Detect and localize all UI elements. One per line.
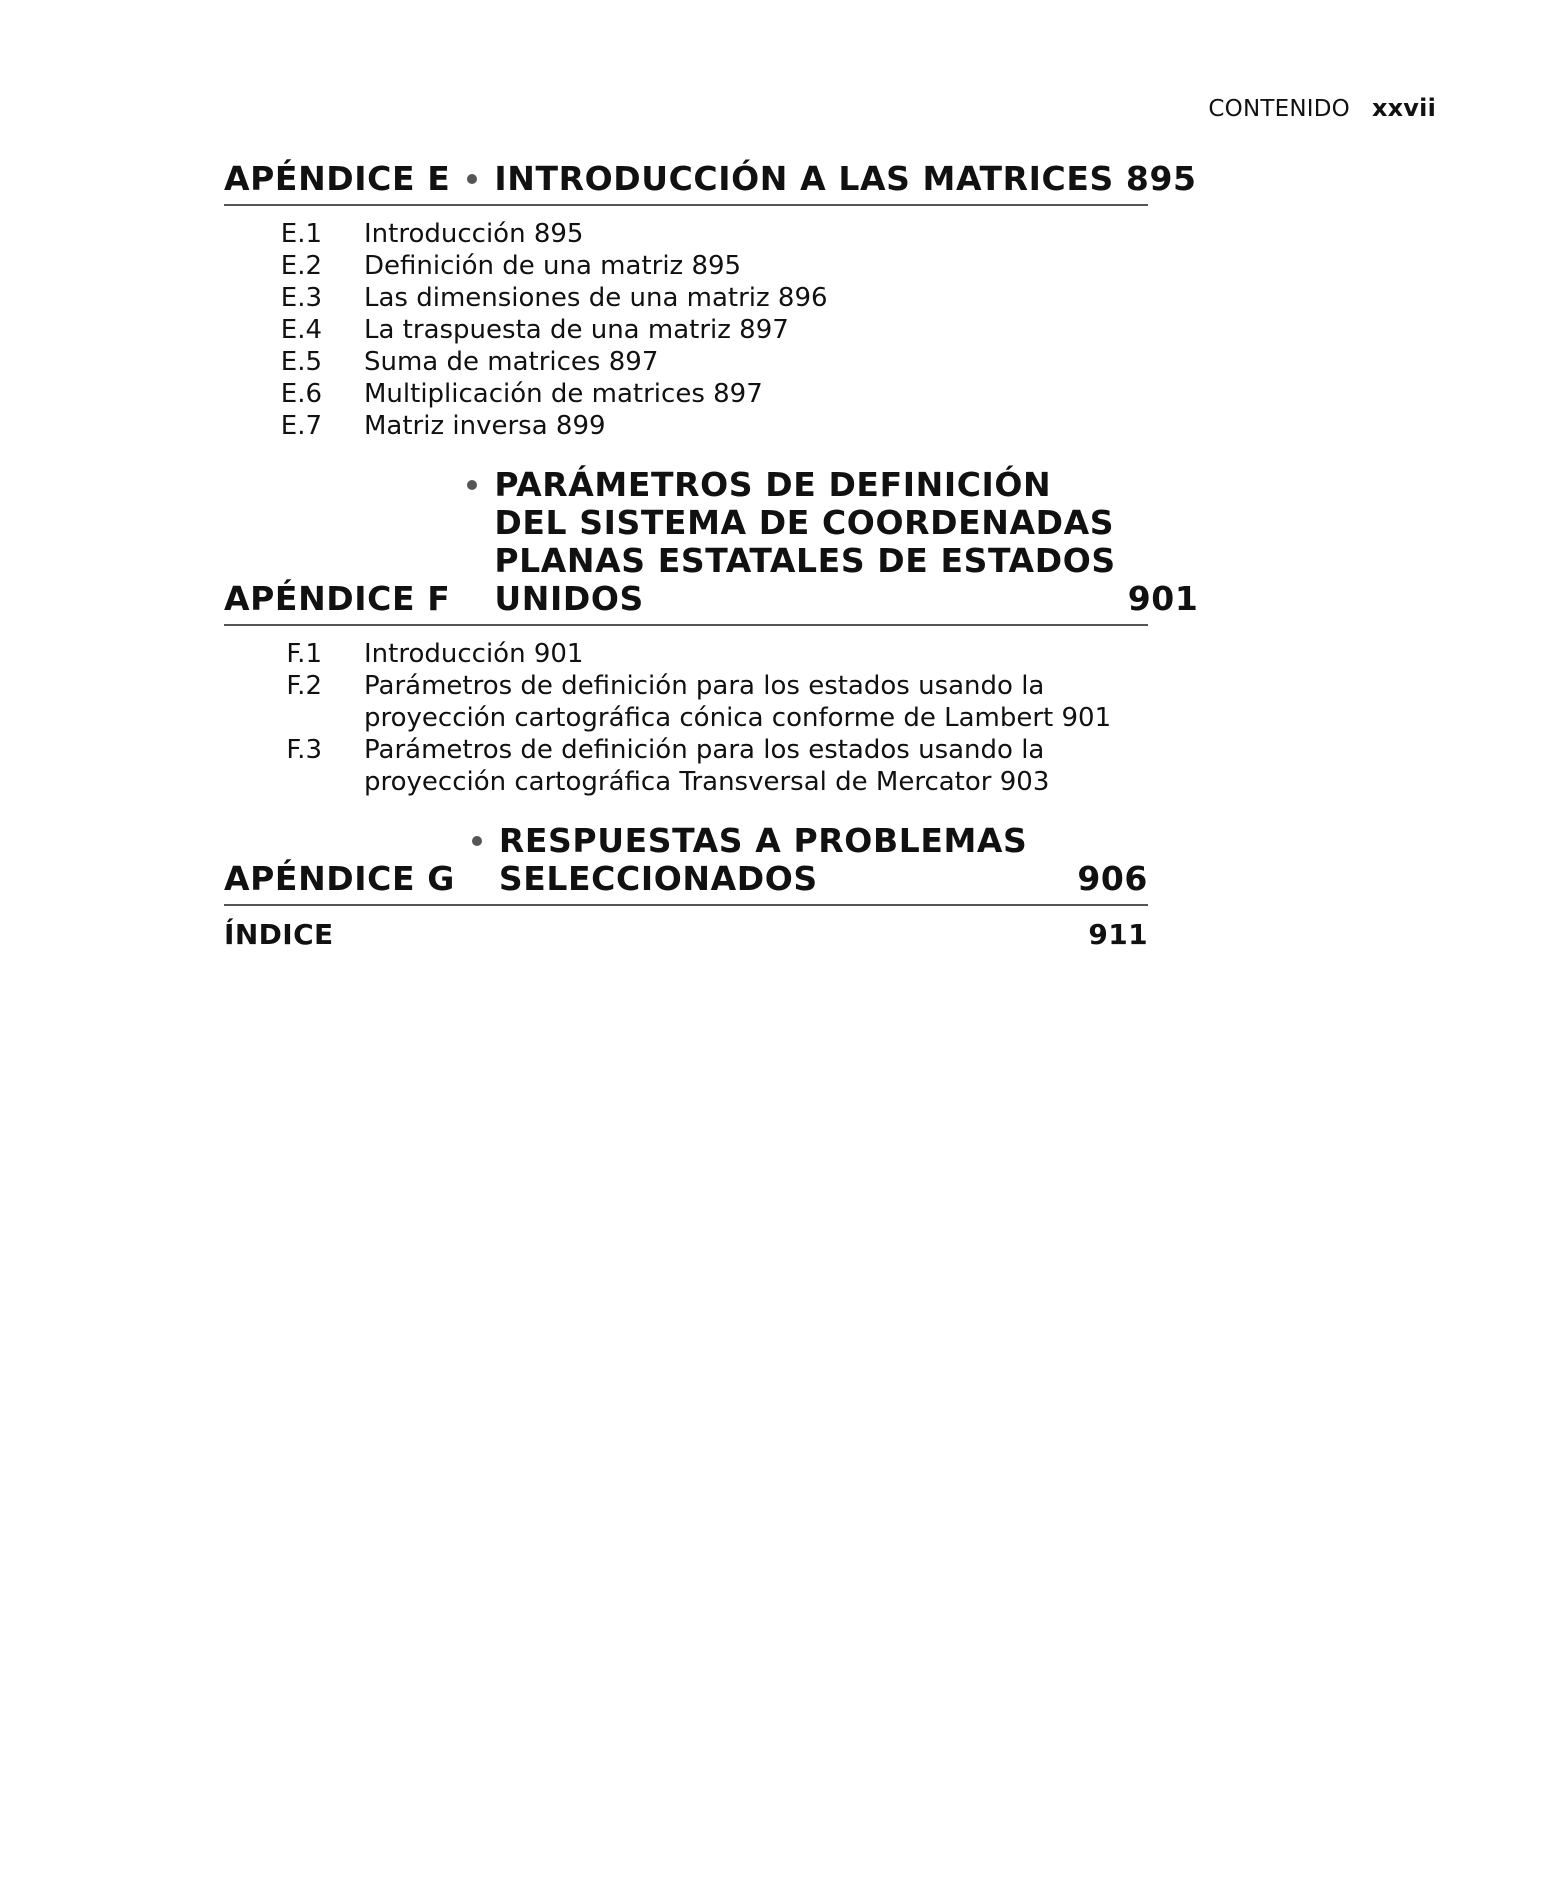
section-number: F.1 (286, 639, 322, 669)
appendix-f-title-line: PARÁMETROS DE DEFINICIÓN (494, 465, 1052, 504)
section-number: E.7 (280, 411, 322, 441)
appendix-f-block (224, 465, 1199, 798)
appendix-g-title (499, 822, 1148, 898)
appendix-f-page: 901 (1127, 579, 1199, 618)
section-number: E.3 (280, 283, 322, 313)
section-number: E.6 (280, 379, 322, 409)
toc-entry[interactable] (224, 346, 1148, 378)
appendix-e-heading[interactable] (224, 159, 1197, 206)
bullet-icon (467, 174, 477, 184)
section-title: Matriz inversa 899 (364, 411, 606, 441)
section-title: La traspuesta de una matriz 897 (364, 315, 789, 345)
appendix-g-page: 906 (1077, 859, 1148, 898)
section-title: Definición de una matriz 895 (364, 251, 742, 281)
appendix-g-label: APÉNDICE G (224, 859, 455, 898)
section-title: Multiplicación de matrices 897 (364, 379, 763, 409)
appendix-f-title-line: DEL SISTEMA DE COORDENADAS (494, 503, 1115, 542)
appendix-e-page: 895 (1125, 159, 1197, 198)
section-title: Suma de matrices 897 (364, 347, 659, 377)
section-title: Introducción 895 (364, 219, 584, 249)
index-entry[interactable] (224, 918, 1148, 952)
section-number: E.4 (280, 315, 322, 345)
toc-entry[interactable] (224, 282, 1148, 314)
section-title: Introducción 901 (364, 639, 584, 669)
toc-entry[interactable] (224, 670, 1148, 734)
appendix-f-label: APÉNDICE F (224, 579, 451, 618)
toc-entry[interactable] (224, 410, 1148, 442)
section-number: E.2 (280, 251, 322, 281)
appendix-f-section-list (224, 626, 1148, 798)
running-head-page-number: xxvii (1371, 94, 1436, 122)
appendix-f-title-line: UNIDOS (494, 579, 644, 618)
appendix-g-title-line: RESPUESTAS A PROBLEMAS (498, 821, 1028, 860)
table-of-contents (224, 159, 1199, 952)
toc-entry[interactable] (224, 250, 1148, 282)
index-label: ÍNDICE (224, 918, 334, 951)
section-title-continuation: proyección cartográfica cónica conforme de Lambert 901 (364, 703, 1112, 733)
appendix-e-label: APÉNDICE E (224, 159, 451, 198)
appendix-e-section-list (224, 206, 1148, 442)
toc-entry[interactable] (224, 734, 1148, 798)
section-number: F.3 (286, 735, 322, 765)
section-title: Las dimensiones de una matriz 896 (364, 283, 828, 313)
toc-entry[interactable] (224, 378, 1148, 410)
section-title-continuation: proyección cartográfica Transversal de Mercator 903 (364, 767, 1050, 797)
toc-entry[interactable] (224, 638, 1148, 670)
toc-entry[interactable] (224, 218, 1148, 250)
section-number: E.5 (280, 347, 322, 377)
index-page: 911 (1088, 918, 1148, 951)
appendix-e-title-line: INTRODUCCIÓN A LAS MATRICES (494, 159, 1114, 198)
appendix-e-title (494, 160, 1196, 198)
toc-entry[interactable] (224, 314, 1148, 346)
running-head-label: CONTENIDO (1208, 96, 1350, 122)
section-number: F.2 (286, 671, 322, 701)
appendix-f-title-line: PLANAS ESTATALES DE ESTADOS (494, 541, 1116, 580)
appendix-g-title-line: SELECCIONADOS (498, 859, 818, 898)
section-number: E.1 (280, 219, 322, 249)
bullet-icon (467, 480, 477, 490)
section-title: Parámetros de definición para los estados usando la (364, 735, 1045, 765)
appendix-f-title (494, 466, 1198, 618)
appendix-e-block (224, 159, 1197, 442)
appendix-g-heading[interactable] (224, 822, 1148, 906)
appendix-g-block (224, 822, 1148, 906)
bullet-icon (472, 836, 482, 846)
appendix-f-heading[interactable] (224, 465, 1199, 626)
section-title: Parámetros de definición para los estados usando la (364, 671, 1045, 701)
running-head (1208, 94, 1436, 122)
